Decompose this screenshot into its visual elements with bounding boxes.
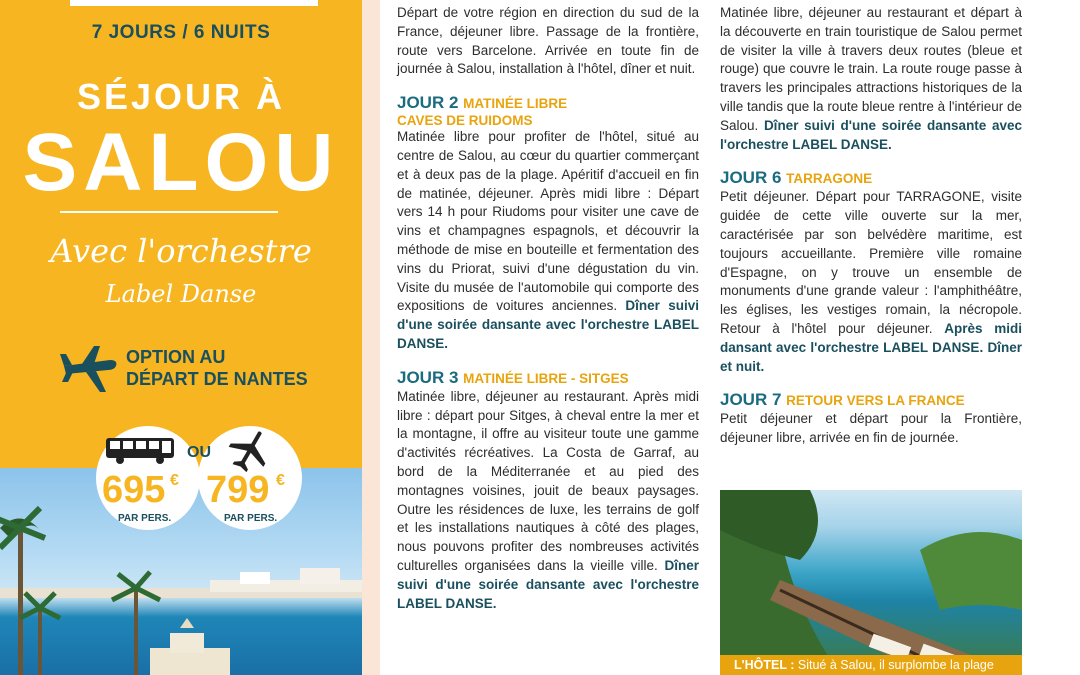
bus-price-currency: € <box>170 472 179 489</box>
day5-body: Matinée libre, déjeuner au restaurant et départ à la découverte en train touristique de Salou permet de visiter la ville à travers deux routes (bleue et rouge) que couvre le train. La route rouge passe à travers les principales attractions historiques de la ville tandis que la route bleue rentre à l'intérieur de Salou. <box>720 5 1023 133</box>
day6-title: TARRAGONE <box>786 171 873 187</box>
option-nantes <box>126 346 308 390</box>
day3-text <box>397 388 699 614</box>
itinerary-column-2 <box>720 4 1022 448</box>
orchestra-line: Avec l'orchestre <box>50 232 312 270</box>
day6-text <box>720 188 1022 376</box>
band-name: Label Danse <box>105 280 257 308</box>
day7-label: JOUR 7 <box>720 390 782 410</box>
hotel-text: Situé à Salou, il surplombe la plage <box>797 658 994 672</box>
day6-label: JOUR 6 <box>720 168 782 188</box>
hotel-label: L'HÔTEL : <box>734 658 795 672</box>
hotel-scene <box>720 490 1022 675</box>
day2-text <box>397 128 699 354</box>
decorative-strip <box>362 0 380 675</box>
airplane-icon <box>60 344 120 394</box>
day3-highlight: Dîner suivi d'une soirée dansante avec l'orchestre LABEL DANSE. <box>397 557 699 611</box>
day2-body: Matinée libre pour profiter de l'hôtel, situé au centre de Salou, au cœur du quartier commerçant et à deux pas de la plage. Apéritif d'accueil en fin de matinée, déjeuner. Après midi libre : Départ vers 14 h pour Riudoms pour visiter une cave de vins et champagnes espagnols, et découvrir la méthode de mise en bouteille et fermentation des vins du Priorat, suivi d'une dégustation du vin. Visite du musée de l'automobile qui comporte des expositions de voitures anciennes. <box>397 129 699 314</box>
day7-text: Petit déjeuner et départ pour la Frontière, déjeuner libre, arrivée en fin de journée. <box>720 411 1022 446</box>
day3-heading <box>397 368 699 388</box>
day2-subtitle: CAVES DE RUIDOMS <box>397 113 533 129</box>
bus-per-person: PAR PERS. <box>118 513 172 524</box>
option-line-2: DÉPART DE NANTES <box>126 369 308 389</box>
plane-per-person: PAR PERS. <box>224 513 278 524</box>
plane-small-icon <box>228 428 272 472</box>
day2-title: MATINÉE LIBRE <box>463 96 568 112</box>
bus-price: 695 <box>102 469 166 511</box>
day7-title: RETOUR VERS LA FRANCE <box>786 393 965 409</box>
option-line-1: OPTION AU <box>126 347 226 367</box>
day1-text: Départ de votre région en direction du sud de la France, déjeuner libre. Passage de la frontière, route vers Barcelone. Arrivée en toute fin de journée à Salou, installation à l'hôtel, dîner et nuit. <box>397 5 699 77</box>
plane-price: 799 <box>206 469 270 511</box>
day5-text <box>720 4 1022 154</box>
day3-title: MATINÉE LIBRE - SITGES <box>463 370 629 386</box>
itinerary-column-1 <box>397 4 699 613</box>
day3-label: JOUR 3 <box>397 367 459 387</box>
day6-heading <box>720 168 1022 188</box>
promo-panel <box>0 0 362 675</box>
duration-label: 7 JOURS / 6 NUITS <box>91 22 271 43</box>
destination-title: SALOU <box>22 117 340 208</box>
hotel-caption <box>720 655 1022 675</box>
bus-icon <box>104 436 176 466</box>
day2-heading <box>397 93 699 113</box>
title-divider <box>60 211 278 213</box>
top-tab <box>70 0 318 6</box>
day2-highlight: Dîner suivi d'une soirée dansante avec l'orchestre LABEL DANSE. <box>397 298 699 351</box>
sejour-title: SÉJOUR À <box>76 76 286 117</box>
hotel-photo <box>720 490 1022 675</box>
day6-body: Petit déjeuner. Départ pour TARRAGONE, visite guidée de cette ville ouverte sur la mer, caractérisée par son belvédère maritime, est toujours accueillante. Première ville romaine d'Espagne, on y trouve un ensemble de monuments d'une grande valeur : l'amphithéâtre, les églises, les vestiges romain, la nécropole. Retour à l'hôtel pour déjeuner. <box>720 189 1022 336</box>
plane-price-currency: € <box>276 472 285 489</box>
or-label: OU <box>187 444 211 461</box>
day6-highlight: Après midi dansant avec l'orchestre LABEL DANSE. Dîner et nuit. <box>720 320 1022 374</box>
day5-highlight: Dîner suivi d'une soirée dansante avec l'orchestre LABEL DANSE. <box>720 117 1022 152</box>
day2-subheading <box>397 113 699 128</box>
day3-body: Matinée libre, déjeuner au restaurant. Après midi libre : départ pour Sitges, à cheval entre la mer et la montagne, il offre au visiteur toute une gamme d'activités récréatives. La Costa de Garraf, au bord de la Méditerranée et au pied des montagnes voisines, jouit de beaux paysages. Outre les résidences de luxe, les terrains de golf et les installations nautiques à côté des plages, nous pouvons profiter des nombreuses activités culturelles organisées dans la vieille ville. <box>397 388 699 573</box>
day2-label: JOUR 2 <box>397 93 459 113</box>
day7-heading <box>720 390 1022 410</box>
